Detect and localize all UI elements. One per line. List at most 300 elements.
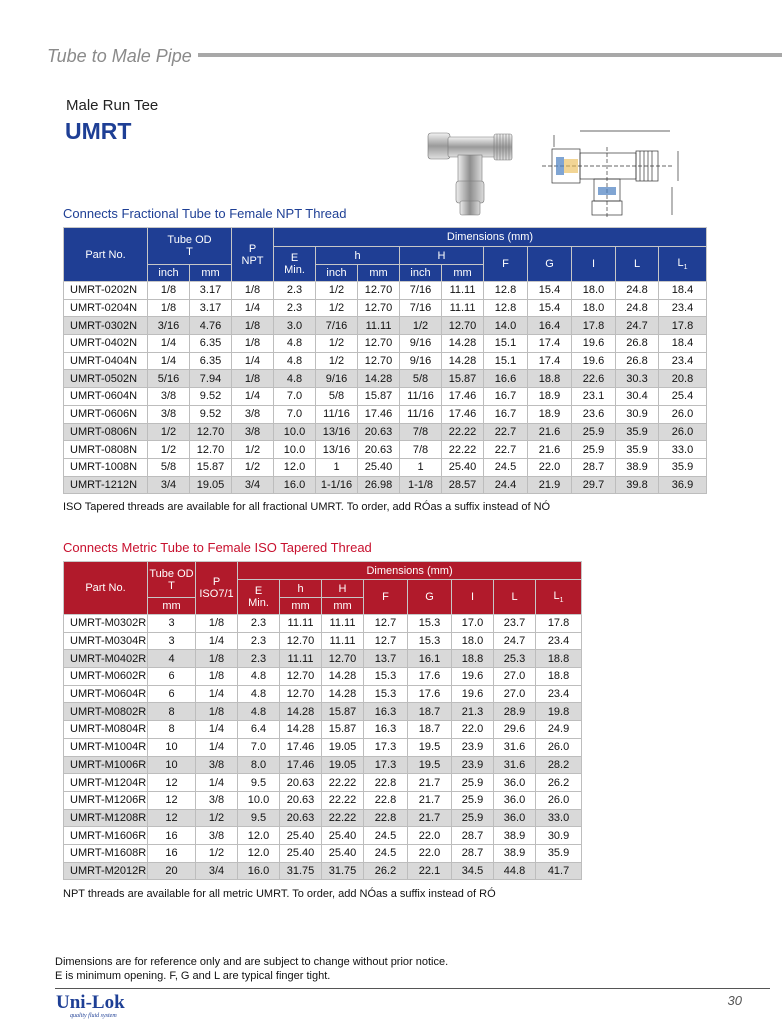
l1-label: L — [677, 256, 684, 269]
section-divider — [198, 53, 782, 57]
table-cell: 11.11 — [358, 317, 400, 335]
table-cell: 11.11 — [442, 299, 484, 317]
table-cell: 3.17 — [190, 299, 232, 317]
table-cell: 12.0 — [274, 458, 316, 476]
table-cell: 5/16 — [148, 370, 190, 388]
table-cell: 1/2 — [316, 335, 358, 353]
table-cell: 13/16 — [316, 423, 358, 441]
table-cell: 23.6 — [572, 405, 616, 423]
col-tube-inch: inch — [148, 265, 190, 282]
table-cell: 17.46 — [280, 738, 322, 756]
table-row — [64, 615, 582, 633]
col-part-no: Part No. — [64, 562, 148, 615]
table-cell: 1/8 — [196, 703, 238, 721]
table-row — [64, 791, 582, 809]
col-e — [238, 580, 280, 615]
table-cell: 19.5 — [408, 756, 452, 774]
table-cell: 25.9 — [572, 441, 616, 459]
table-cell: 17.0 — [452, 615, 494, 633]
table-cell: 16.6 — [484, 370, 528, 388]
table-cell: 20.63 — [280, 791, 322, 809]
table-cell: 39.8 — [616, 476, 659, 494]
table-cell: 15.87 — [322, 721, 364, 739]
table-cell: 17.6 — [408, 668, 452, 686]
e-sub-label: Min. — [284, 264, 305, 276]
table-cell: 1/8 — [148, 282, 190, 300]
table-cell: 3/8 — [148, 388, 190, 406]
table-cell: 12.7 — [364, 615, 408, 633]
table-cell: 41.7 — [536, 862, 582, 880]
col-h-big: H — [400, 247, 484, 265]
table-row — [64, 370, 707, 388]
table-cell: 12.7 — [364, 632, 408, 650]
table-cell: 26.8 — [616, 352, 659, 370]
table-cell: 19.6 — [452, 685, 494, 703]
table-cell: 17.4 — [528, 352, 572, 370]
table-cell: 17.6 — [408, 685, 452, 703]
table-cell: 36.0 — [494, 791, 536, 809]
tube-od-symbol: T — [186, 246, 193, 258]
table-cell: 20.8 — [659, 370, 707, 388]
table-cell: 26.98 — [358, 476, 400, 494]
table-cell: 1/2 — [232, 441, 274, 459]
table-cell: 1/2 — [196, 844, 238, 862]
table-cell: 14.28 — [280, 721, 322, 739]
table-cell: 23.1 — [572, 388, 616, 406]
table-cell: 3/8 — [148, 405, 190, 423]
table-cell: 18.8 — [452, 650, 494, 668]
table-cell: 22.22 — [322, 791, 364, 809]
table-cell: 36.0 — [494, 809, 536, 827]
table-cell: 16.0 — [274, 476, 316, 494]
table-cell: 16.7 — [484, 388, 528, 406]
table-cell: 33.0 — [659, 441, 707, 459]
table-cell: 30.9 — [616, 405, 659, 423]
table-cell: 1/2 — [196, 809, 238, 827]
table-cell: 9.52 — [190, 405, 232, 423]
table-cell: 3 — [148, 632, 196, 650]
col-h-small: h — [280, 580, 322, 598]
table-cell: 28.7 — [452, 844, 494, 862]
table-cell: 17.3 — [364, 756, 408, 774]
table-cell: 20.63 — [358, 423, 400, 441]
fitting-illustration — [424, 125, 524, 225]
p-sub-label: NPT — [241, 254, 264, 267]
table-cell: 24.8 — [616, 282, 659, 300]
table-cell: 17.4 — [528, 335, 572, 353]
table-cell: 9/16 — [400, 335, 442, 353]
table-cell: 15.4 — [528, 299, 572, 317]
table-cell: 28.57 — [442, 476, 484, 494]
table-cell: 18.9 — [528, 405, 572, 423]
table-cell: 4.8 — [238, 685, 280, 703]
col-l: L — [616, 247, 659, 282]
table-cell: 7.0 — [274, 405, 316, 423]
table-cell: 1/4 — [196, 774, 238, 792]
table-cell: 26.8 — [616, 335, 659, 353]
table-cell: 21.7 — [408, 774, 452, 792]
l1-sub-label: 1 — [683, 264, 688, 272]
part-number-cell: UMRT-0402N — [64, 335, 148, 353]
table-cell: 10 — [148, 738, 196, 756]
table-cell: 21.6 — [528, 441, 572, 459]
table-cell: 17.46 — [442, 388, 484, 406]
table-row — [64, 721, 582, 739]
part-number-cell: UMRT-M0302R — [64, 615, 148, 633]
part-number-cell: UMRT-M1206R — [64, 791, 148, 809]
part-number-cell: UMRT-0502N — [64, 370, 148, 388]
col-f: F — [364, 580, 408, 615]
table-cell: 18.7 — [408, 721, 452, 739]
col-dimensions: Dimensions (mm) — [274, 228, 707, 247]
table-row — [64, 299, 707, 317]
dimension-drawing — [542, 127, 692, 219]
table-cell: 8 — [148, 703, 196, 721]
table-cell: 22.22 — [322, 774, 364, 792]
table-cell: 1/2 — [400, 317, 442, 335]
col-tube-od — [148, 562, 196, 598]
table-cell: 15.87 — [358, 388, 400, 406]
table-cell: 1/8 — [196, 650, 238, 668]
table-cell: 38.9 — [616, 458, 659, 476]
table-cell: 30.3 — [616, 370, 659, 388]
table-cell: 11/16 — [400, 405, 442, 423]
table-cell: 1/2 — [316, 282, 358, 300]
table-cell: 1/2 — [148, 423, 190, 441]
table-row — [64, 650, 582, 668]
table-cell: 22.8 — [364, 791, 408, 809]
table-cell: 16.1 — [408, 650, 452, 668]
col-h-big-mm: mm — [322, 598, 364, 615]
table-cell: 27.0 — [494, 668, 536, 686]
p-sub-label: ISO7/1 — [199, 588, 234, 600]
table-cell: 9.5 — [238, 809, 280, 827]
table-cell: 23.9 — [452, 756, 494, 774]
e-sub-label: Min. — [248, 597, 269, 609]
part-number-cell: UMRT-0404N — [64, 352, 148, 370]
table-cell: 19.6 — [452, 668, 494, 686]
table-cell: 27.0 — [494, 685, 536, 703]
table-row — [64, 317, 707, 335]
table-cell: 12 — [148, 774, 196, 792]
table-cell: 2.3 — [238, 615, 280, 633]
table-cell: 3/16 — [148, 317, 190, 335]
table-row — [64, 756, 582, 774]
table-row — [64, 388, 707, 406]
table-cell: 12.70 — [280, 685, 322, 703]
table-cell: 22.7 — [484, 423, 528, 441]
table-cell: 19.05 — [190, 476, 232, 494]
table-cell: 19.05 — [322, 756, 364, 774]
col-tube-mm: mm — [148, 598, 196, 615]
table-cell: 25.9 — [572, 423, 616, 441]
product-subtitle: Male Run Tee — [66, 97, 159, 114]
table-cell: 7/8 — [400, 441, 442, 459]
table-cell: 12 — [148, 809, 196, 827]
table-cell: 11.11 — [322, 615, 364, 633]
table-cell: 7/8 — [400, 423, 442, 441]
col-g: G — [408, 580, 452, 615]
table-cell: 2.3 — [274, 299, 316, 317]
table-cell: 38.9 — [494, 827, 536, 845]
table-cell: 21.6 — [528, 423, 572, 441]
table-row — [64, 809, 582, 827]
part-number-cell: UMRT-M1006R — [64, 756, 148, 774]
table-cell: 17.3 — [364, 738, 408, 756]
table-cell: 3/8 — [196, 827, 238, 845]
table-cell: 18.4 — [659, 335, 707, 353]
brand-name: Uni-Lok — [56, 992, 125, 1013]
e-label: E — [290, 252, 299, 264]
col-l: L — [494, 580, 536, 615]
table-cell: 31.6 — [494, 756, 536, 774]
table-cell: 7/16 — [316, 317, 358, 335]
table-cell: 30.9 — [536, 827, 582, 845]
fractional-spec-table — [63, 227, 707, 494]
table-cell: 6 — [148, 685, 196, 703]
table-cell: 2.3 — [238, 632, 280, 650]
part-number-cell: UMRT-M0602R — [64, 668, 148, 686]
part-number-cell: UMRT-M0304R — [64, 632, 148, 650]
table-cell: 22.8 — [364, 774, 408, 792]
table-cell: 1/2 — [316, 352, 358, 370]
part-number-cell: UMRT-M0402R — [64, 650, 148, 668]
table-cell: 1/4 — [232, 388, 274, 406]
table-cell: 44.8 — [494, 862, 536, 880]
table-cell: 28.9 — [494, 703, 536, 721]
table-cell: 22.0 — [452, 721, 494, 739]
table-cell: 7.0 — [274, 388, 316, 406]
table-cell: 17.8 — [659, 317, 707, 335]
table-cell: 23.4 — [659, 299, 707, 317]
table-cell: 4.8 — [274, 352, 316, 370]
part-number-cell: UMRT-0604N — [64, 388, 148, 406]
table-cell: 33.0 — [536, 809, 582, 827]
table-cell: 3/8 — [232, 423, 274, 441]
part-number-cell: UMRT-M0802R — [64, 703, 148, 721]
table-cell: 26.2 — [364, 862, 408, 880]
table-cell: 15.87 — [322, 703, 364, 721]
table-cell: 1-1/8 — [400, 476, 442, 494]
table-row — [64, 282, 707, 300]
table-cell: 12.70 — [322, 650, 364, 668]
table-cell: 6.35 — [190, 335, 232, 353]
table-cell: 13.7 — [364, 650, 408, 668]
table-cell: 2.3 — [274, 282, 316, 300]
table-cell: 25.9 — [452, 774, 494, 792]
table-cell: 3/8 — [196, 791, 238, 809]
table-cell: 18.8 — [536, 668, 582, 686]
table-cell: 4.76 — [190, 317, 232, 335]
table-cell: 25.4 — [659, 388, 707, 406]
table-cell: 12.70 — [358, 299, 400, 317]
table-cell: 12.70 — [358, 352, 400, 370]
p-label: P — [248, 242, 257, 255]
table-cell: 25.9 — [452, 791, 494, 809]
table-cell: 15.1 — [484, 335, 528, 353]
table-cell: 9/16 — [316, 370, 358, 388]
table-cell: 1/4 — [196, 738, 238, 756]
table-cell: 35.9 — [536, 844, 582, 862]
table-cell: 22.0 — [408, 844, 452, 862]
table-cell: 1/2 — [232, 458, 274, 476]
e-label: E — [254, 585, 263, 597]
table-cell: 25.3 — [494, 650, 536, 668]
table-cell: 29.7 — [572, 476, 616, 494]
table-cell: 38.9 — [494, 844, 536, 862]
table2-note: NPT threads are available for all metric UMRT. To order, add NÓas a suffix instead of RÓ — [63, 888, 496, 900]
table-cell: 30.4 — [616, 388, 659, 406]
page-number: 30 — [727, 993, 742, 1008]
table-cell: 10.0 — [238, 791, 280, 809]
table-cell: 20 — [148, 862, 196, 880]
table-row — [64, 352, 707, 370]
table-cell: 25.40 — [322, 844, 364, 862]
table-cell: 25.40 — [280, 827, 322, 845]
table-row — [64, 703, 582, 721]
table-cell: 8.0 — [238, 756, 280, 774]
table-cell: 1/4 — [148, 352, 190, 370]
table-cell: 10.0 — [274, 441, 316, 459]
table-cell: 26.0 — [536, 738, 582, 756]
table-cell: 5/8 — [316, 388, 358, 406]
table-cell: 6.4 — [238, 721, 280, 739]
table-cell: 35.9 — [616, 423, 659, 441]
part-number-cell: UMRT-0302N — [64, 317, 148, 335]
section-title: Tube to Male Pipe — [47, 46, 192, 66]
table-cell: 16.4 — [528, 317, 572, 335]
col-g: G — [528, 247, 572, 282]
table-cell: 25.40 — [322, 827, 364, 845]
col-part-no: Part No. — [64, 228, 148, 282]
table1-note: ISO Tapered threads are available for all fractional UMRT. To order, add RÓas a suffix instead of NÓ — [63, 501, 551, 513]
table-cell: 24.5 — [364, 827, 408, 845]
table-cell: 4.8 — [274, 370, 316, 388]
table-cell: 22.22 — [442, 441, 484, 459]
col-h-big-mm: mm — [442, 265, 484, 282]
table-cell: 1/8 — [232, 370, 274, 388]
table-cell: 1/8 — [196, 668, 238, 686]
table-cell: 10 — [148, 756, 196, 774]
table-cell: 1 — [316, 458, 358, 476]
table-row — [64, 405, 707, 423]
table-cell: 36.0 — [494, 774, 536, 792]
table-row — [64, 844, 582, 862]
table-cell: 31.75 — [280, 862, 322, 880]
table-row — [64, 441, 707, 459]
table-cell: 31.6 — [494, 738, 536, 756]
table-cell: 1/2 — [148, 441, 190, 459]
table-cell: 16 — [148, 827, 196, 845]
table-cell: 31.75 — [322, 862, 364, 880]
table-cell: 34.5 — [452, 862, 494, 880]
col-h-big-inch: inch — [400, 265, 442, 282]
part-number-cell: UMRT-M0804R — [64, 721, 148, 739]
table-cell: 17.46 — [280, 756, 322, 774]
table-cell: 26.0 — [536, 791, 582, 809]
table-cell: 22.6 — [572, 370, 616, 388]
table-cell: 13/16 — [316, 441, 358, 459]
table-cell: 15.87 — [442, 370, 484, 388]
part-number-cell: UMRT-M1608R — [64, 844, 148, 862]
col-p — [196, 562, 238, 615]
table-cell: 24.5 — [364, 844, 408, 862]
col-dimensions: Dimensions (mm) — [238, 562, 582, 580]
table-cell: 11.11 — [322, 632, 364, 650]
table-cell: 11.11 — [442, 282, 484, 300]
table-cell: 16 — [148, 844, 196, 862]
l1-sub-label: 1 — [559, 597, 564, 605]
part-number-cell: UMRT-1008N — [64, 458, 148, 476]
table-cell: 15.3 — [408, 632, 452, 650]
table-cell: 20.63 — [280, 774, 322, 792]
table-cell: 5/8 — [148, 458, 190, 476]
col-i: I — [572, 247, 616, 282]
table-row — [64, 827, 582, 845]
table-cell: 14.28 — [322, 685, 364, 703]
p-label: P — [212, 576, 221, 588]
table-cell: 22.22 — [442, 423, 484, 441]
table-cell: 22.0 — [528, 458, 572, 476]
table-cell: 23.4 — [536, 685, 582, 703]
col-f: F — [484, 247, 528, 282]
table-cell: 25.40 — [442, 458, 484, 476]
table-cell: 28.7 — [452, 827, 494, 845]
table-row — [64, 862, 582, 880]
table-cell: 15.4 — [528, 282, 572, 300]
table-cell: 18.0 — [572, 282, 616, 300]
table-row — [64, 423, 707, 441]
table-cell: 18.7 — [408, 703, 452, 721]
table-cell: 1/4 — [196, 721, 238, 739]
table-cell: 17.46 — [358, 405, 400, 423]
table-cell: 6.35 — [190, 352, 232, 370]
table-row — [64, 335, 707, 353]
part-number-cell: UMRT-0202N — [64, 282, 148, 300]
table-cell: 18.0 — [452, 632, 494, 650]
table-cell: 17.8 — [536, 615, 582, 633]
part-number-cell: UMRT-0204N — [64, 299, 148, 317]
table-cell: 19.05 — [322, 738, 364, 756]
table-cell: 14.28 — [322, 668, 364, 686]
table-row — [64, 774, 582, 792]
table-cell: 19.5 — [408, 738, 452, 756]
table-cell: 7/16 — [400, 282, 442, 300]
table-cell: 3.17 — [190, 282, 232, 300]
table-cell: 23.4 — [659, 352, 707, 370]
part-number-cell: UMRT-0808N — [64, 441, 148, 459]
part-number-cell: UMRT-M1606R — [64, 827, 148, 845]
table-cell: 24.7 — [616, 317, 659, 335]
table-cell: 2.3 — [238, 650, 280, 668]
table-cell: 18.9 — [528, 388, 572, 406]
table-cell: 12.70 — [358, 282, 400, 300]
table-cell: 17.46 — [442, 405, 484, 423]
table-cell: 19.8 — [536, 703, 582, 721]
col-p — [232, 228, 274, 282]
table-cell: 12.0 — [238, 827, 280, 845]
part-number-cell: UMRT-1212N — [64, 476, 148, 494]
table-cell: 35.9 — [659, 458, 707, 476]
table-cell: 1/8 — [148, 299, 190, 317]
table-cell: 21.7 — [408, 809, 452, 827]
table1-caption: Connects Fractional Tube to Female NPT Thread — [63, 206, 347, 221]
table-cell: 12.70 — [280, 632, 322, 650]
table-cell: 18.4 — [659, 282, 707, 300]
part-number-cell: UMRT-M1208R — [64, 809, 148, 827]
table-cell: 20.63 — [280, 809, 322, 827]
table-cell: 15.1 — [484, 352, 528, 370]
